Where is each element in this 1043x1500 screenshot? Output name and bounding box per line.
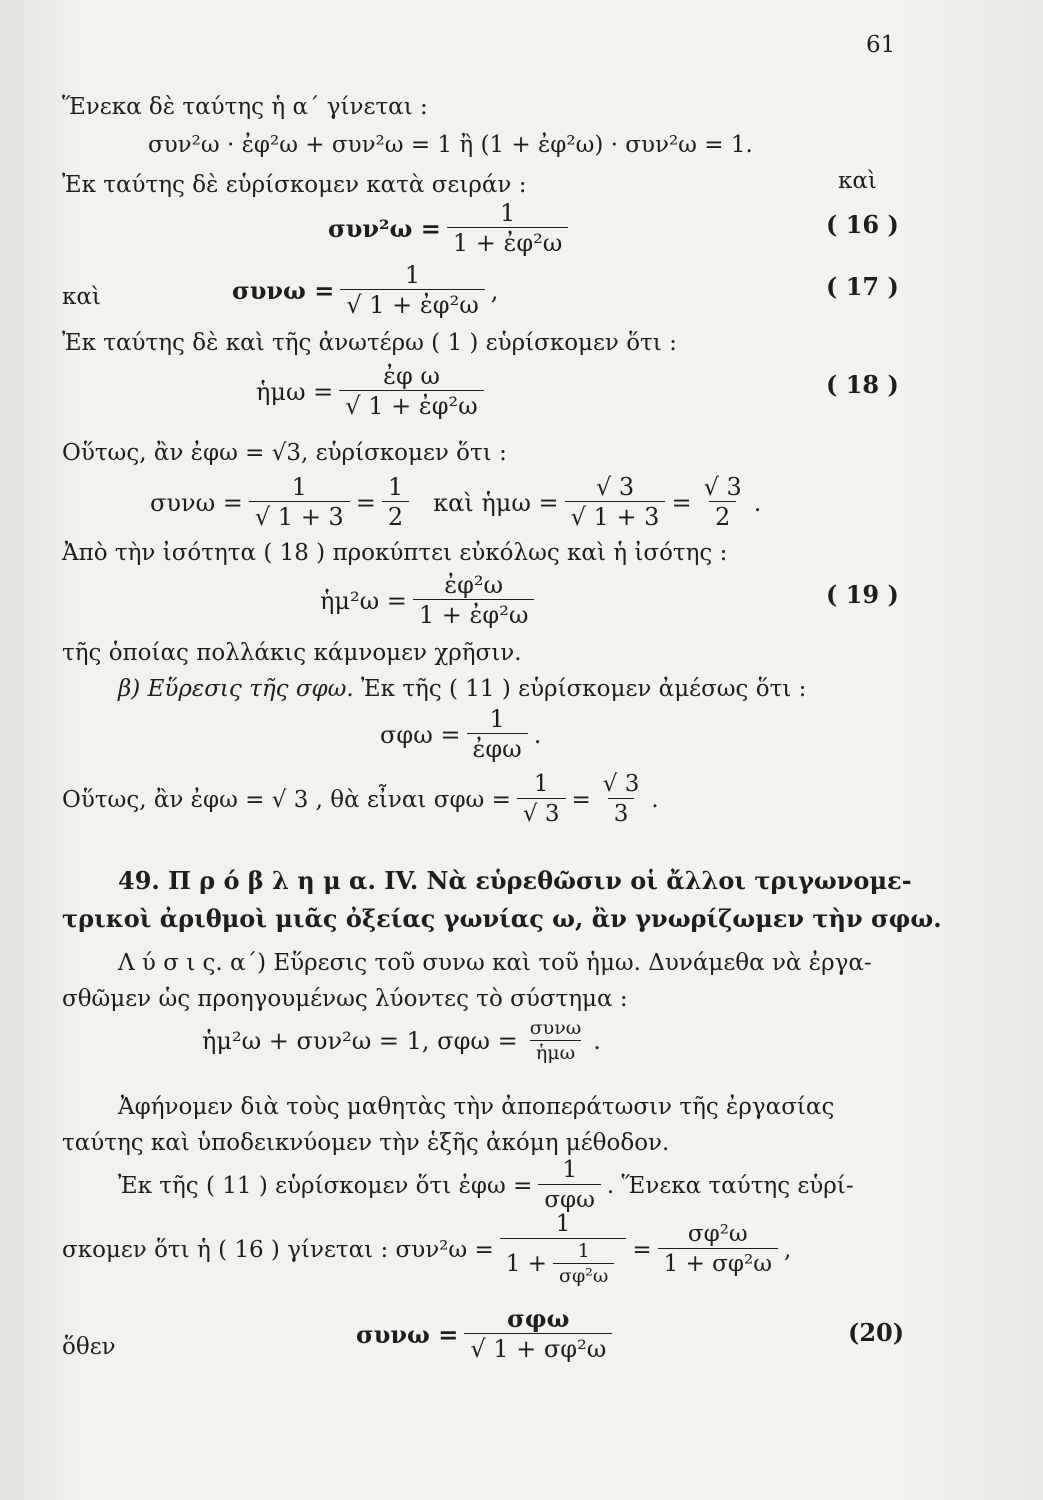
example-equation: συνω = $\frac{1}{√ 1 + 3}$ = $\frac{1}{2}$ καὶ ἡμω = $\frac{√ 3}{√ 1 + 3}$ = $\frac{√ 3}{2}$ . — [150, 473, 762, 532]
text-line: ταύτης καὶ ὑποδεικνύομεν τὴν ἑξῆς ἀκόμη μέθοδον. — [62, 1130, 670, 1156]
text-line: Ἕνεκα δὲ ταύτης ἡ α΄ γίνεται : — [62, 94, 428, 120]
text-line: Ἐκ ταύτης δὲ καὶ τῆς ἀνωτέρω ( 1 ) εὑρίσκομεν ὅτι : — [62, 330, 677, 356]
equation-16: συν²ω = $\frac{1}{\text{1 + ἐφ²ω}}$ — [328, 200, 574, 258]
text-line: Ἀπὸ τὴν ἰσότητα ( 18 ) προκύπτει εὐκόλως καὶ ἡ ἰσότης : — [62, 540, 728, 566]
equation-cot: σφω = $\frac{1}{\text{ἐφω}}$ . — [380, 705, 542, 764]
page-number: 61 — [866, 32, 896, 58]
equation-tag: ( 19 ) — [826, 580, 899, 609]
marginal-word: καὶ — [838, 168, 877, 194]
text-line: Ἐκ τῆς ( 11 ) εὑρίσκομεν ὅτι ἐφω = $\frac{1}{\text{σφω}}$ . Ἕνεκα ταύτης εὑρί- — [118, 1157, 854, 1214]
system-equation: ἡμ²ω + συν²ω = 1, σφω = $\frac{\text{συνω}}{\text{ἡμω}}$ . — [202, 1017, 601, 1064]
text-line: Οὕτως, ἂν ἐφω = √3, εὑρίσκομεν ὅτι : — [62, 440, 507, 466]
equation-19: ἡμ²ω = $\frac{\text{ἐφ²ω}}{\text{1 + ἐφ²ω}}$ — [320, 572, 540, 630]
equation-20: συνω = $\frac{\text{σφω}}{\text{√ 1 + σφ²ω}}$ — [356, 1306, 618, 1364]
text-line: Οὕτως, ἂν ἐφω = √ 3 , θὰ εἶναι σφω = $\frac{1}{√ 3}$ = $\frac{√ 3}{3}$ . — [62, 771, 659, 828]
equation-tag: ( 17 ) — [826, 272, 899, 301]
text-line: σκομεν ὅτι ἡ ( 16 ) γίνεται : συν²ω = 1 1 + $\frac{1}{\text{σφ²ω}}$ = $\frac{\text{σφ²ω}}{\text{1 + σφ²ω}}$ , — [62, 1211, 792, 1288]
text-word: καὶ — [62, 284, 101, 310]
text-line: β) Εὕρεσις τῆς σφω. Ἐκ τῆς ( 11 ) εὑρίσκομεν ἀμέσως ὅτι : — [118, 676, 807, 702]
solution-heading: Λ ύ σ ι ς. α΄) Εὕρεσις τοῦ συνω καὶ τοῦ ἡμω. Δυνάμεθα νὰ ἐργα- — [118, 950, 872, 976]
equation-tag: ( 18 ) — [826, 370, 899, 399]
text-word: ὅθεν — [62, 1334, 116, 1360]
text-line: Ἐκ ταύτης δὲ εὑρίσκομεν κατὰ σειράν : — [62, 172, 527, 198]
equation-17: συνω = $\frac{1}{\text{√ 1 + ἐφ²ω}}$ , — [232, 261, 499, 320]
equation-tag: ( 16 ) — [826, 210, 899, 239]
text-line: σθῶμεν ὡς προηγουμένως λύοντες τὸ σύστημα : — [62, 986, 628, 1012]
problem-text: τρικοὶ ἀριθμοὶ μιᾶς ὀξείας γωνίας ω, ἂν γνωρίζωμεν τὴν σφω. — [62, 904, 942, 933]
equation-line: συν²ω · ἐφ²ω + συν²ω = 1 ἢ (1 + ἐφ²ω) · συν²ω = 1. — [148, 132, 753, 158]
problem-heading: 49. Π ρ ό β λ η μ α. IV. Νὰ εὑρεθῶσιν οἱ ἄλλοι τριγωνομε- — [118, 866, 912, 895]
equation-18: ἡμω = $\frac{\text{ἐφ ω}}{\text{√ 1 + ἐφ²ω}}$ — [256, 363, 490, 421]
text-line: τῆς ὁποίας πολλάκις κάμνομεν χρῆσιν. — [62, 640, 522, 666]
text-line: Ἀφήνομεν διὰ τοὺς μαθητὰς τὴν ἀποπεράτωσιν τῆς ἐργασίας — [118, 1094, 835, 1120]
equation-tag: (20) — [848, 1318, 905, 1347]
